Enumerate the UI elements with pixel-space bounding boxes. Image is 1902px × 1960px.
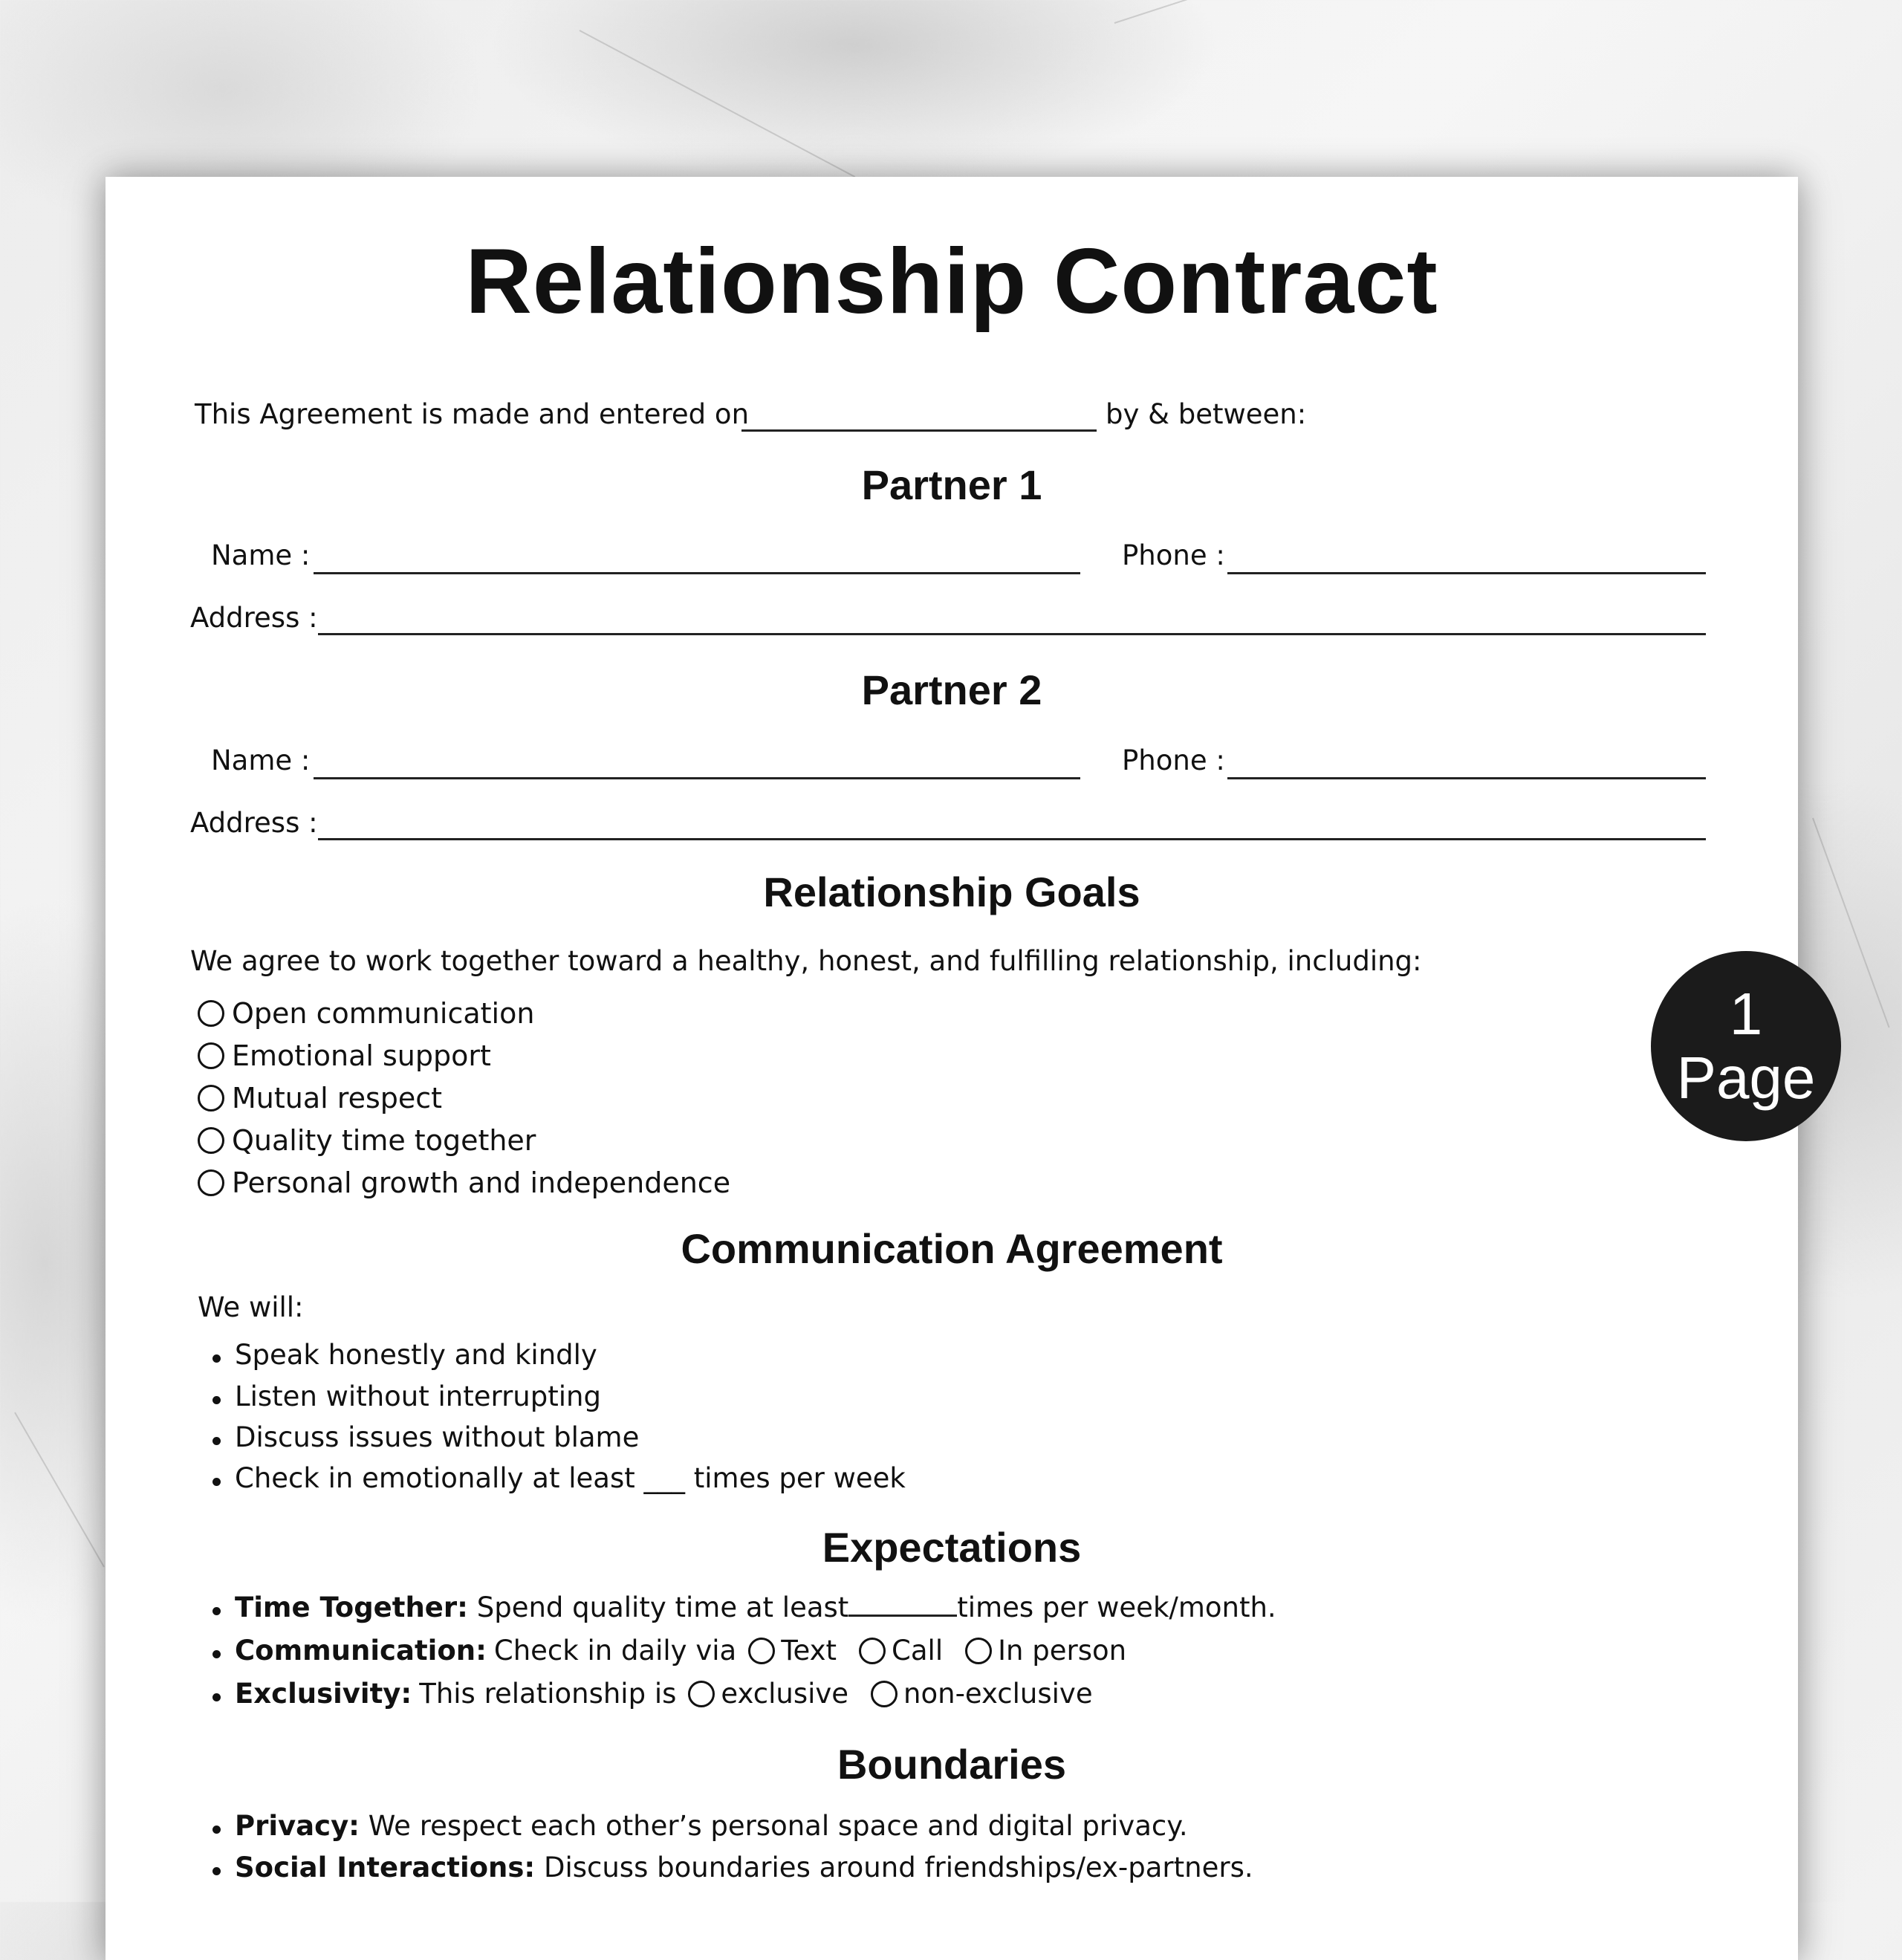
radio-circle-icon bbox=[198, 1085, 224, 1112]
boundary-privacy bbox=[235, 1810, 1188, 1842]
goal-option-label: Mutual respect bbox=[232, 1082, 443, 1114]
expectation-comm-label: Communication: bbox=[235, 1635, 487, 1667]
partner2-address-field[interactable] bbox=[318, 838, 1706, 840]
contract-sheet bbox=[106, 177, 1798, 1960]
expectation-excl-label: Exclusivity: bbox=[235, 1678, 412, 1710]
partner2-phone-field[interactable] bbox=[1227, 777, 1706, 779]
comm-option-label: Call bbox=[892, 1635, 944, 1667]
partner1-phone-label: Phone : bbox=[1122, 539, 1225, 571]
goals-intro: We agree to work together toward a healthy, honest, and fulfilling relationship, including: bbox=[190, 945, 1422, 977]
goal-option[interactable] bbox=[198, 1082, 442, 1114]
goal-option-label: Quality time together bbox=[232, 1124, 536, 1157]
comm-option-label: In person bbox=[998, 1635, 1127, 1667]
excl-option-label: non-exclusive bbox=[903, 1678, 1093, 1710]
marble-vein bbox=[580, 30, 856, 178]
page-count-badge bbox=[1651, 951, 1841, 1141]
document-title: Relationship Contract bbox=[465, 230, 1438, 333]
radio-circle-icon bbox=[859, 1638, 886, 1664]
communication-item: Listen without interrupting bbox=[235, 1380, 601, 1412]
partner2-phone-label: Phone : bbox=[1122, 744, 1225, 776]
boundary-social-label: Social Interactions: bbox=[235, 1852, 536, 1883]
partner2-name-label: Name : bbox=[211, 744, 311, 776]
communication-item: Speak honestly and kindly bbox=[235, 1339, 597, 1371]
goal-option-label: Emotional support bbox=[232, 1039, 491, 1072]
goal-option[interactable] bbox=[198, 1039, 491, 1072]
radio-circle-icon bbox=[198, 1169, 224, 1196]
radio-circle-icon bbox=[748, 1638, 775, 1664]
excl-option-exclusive[interactable] bbox=[688, 1678, 848, 1710]
page-count-number: 1 bbox=[1729, 981, 1763, 1047]
communication-item: Discuss issues without blame bbox=[235, 1421, 640, 1453]
partner2-address-label: Address : bbox=[190, 807, 318, 839]
excl-option-label: exclusive bbox=[721, 1678, 849, 1710]
expectation-communication bbox=[235, 1635, 1126, 1667]
partner1-address-field[interactable] bbox=[318, 633, 1706, 635]
goal-option-label: Personal growth and independence bbox=[232, 1166, 731, 1199]
comm-option-call[interactable] bbox=[859, 1635, 943, 1667]
radio-circle-icon bbox=[688, 1681, 715, 1707]
partner1-address-label: Address : bbox=[190, 602, 318, 634]
marble-vein bbox=[14, 1412, 105, 1568]
expectation-time-label: Time Together: bbox=[235, 1591, 468, 1623]
radio-circle-icon bbox=[198, 1127, 224, 1154]
excl-option-non-exclusive[interactable] bbox=[871, 1678, 1093, 1710]
boundary-social-text: Discuss boundaries around friendships/ex-partners. bbox=[543, 1852, 1253, 1883]
goal-option[interactable] bbox=[198, 1124, 536, 1157]
partner1-phone-field[interactable] bbox=[1227, 572, 1706, 574]
goal-option-label: Open communication bbox=[232, 997, 535, 1030]
marble-vein bbox=[1114, 0, 1383, 24]
partner1-name-label: Name : bbox=[211, 539, 311, 571]
page-count-label: Page bbox=[1676, 1045, 1816, 1111]
goal-option[interactable] bbox=[198, 997, 534, 1030]
communication-item: Check in emotionally at least ___ times per week bbox=[235, 1462, 906, 1494]
expectation-time-together bbox=[235, 1591, 1276, 1623]
comm-option-label: Text bbox=[781, 1635, 837, 1667]
expectation-time-text: Spend quality time at least bbox=[476, 1591, 849, 1623]
expectation-time-suffix: times per week/month. bbox=[957, 1591, 1276, 1623]
boundary-privacy-label: Privacy: bbox=[235, 1810, 360, 1842]
expectation-excl-text: This relationship is bbox=[419, 1678, 677, 1710]
boundary-social bbox=[235, 1852, 1253, 1883]
goals-heading: Relationship Goals bbox=[763, 869, 1140, 915]
expectations-heading: Expectations bbox=[822, 1524, 1082, 1571]
date-field[interactable] bbox=[741, 429, 1097, 432]
partner1-heading: Partner 1 bbox=[861, 461, 1042, 508]
radio-circle-icon bbox=[965, 1638, 992, 1664]
radio-circle-icon bbox=[871, 1681, 898, 1707]
boundary-privacy-text: We respect each other’s personal space and digital privacy. bbox=[368, 1810, 1188, 1842]
communication-intro: We will: bbox=[198, 1291, 304, 1323]
intro-text: This Agreement is made and entered on bbox=[195, 398, 750, 430]
intro-suffix: by & between: bbox=[1106, 398, 1307, 430]
partner1-name-field[interactable] bbox=[314, 572, 1080, 574]
partner2-heading: Partner 2 bbox=[861, 666, 1042, 713]
boundaries-heading: Boundaries bbox=[837, 1741, 1067, 1788]
comm-option-text[interactable] bbox=[748, 1635, 837, 1667]
radio-circle-icon bbox=[198, 1042, 224, 1069]
comm-option-in-person[interactable] bbox=[965, 1635, 1126, 1667]
communication-heading: Communication Agreement bbox=[681, 1225, 1223, 1272]
partner2-name-field[interactable] bbox=[314, 777, 1080, 779]
times-field[interactable] bbox=[848, 1592, 957, 1617]
expectation-exclusivity bbox=[235, 1678, 1093, 1710]
expectation-comm-text: Check in daily via bbox=[493, 1635, 737, 1667]
goal-option[interactable] bbox=[198, 1166, 730, 1199]
radio-circle-icon bbox=[198, 1000, 224, 1027]
